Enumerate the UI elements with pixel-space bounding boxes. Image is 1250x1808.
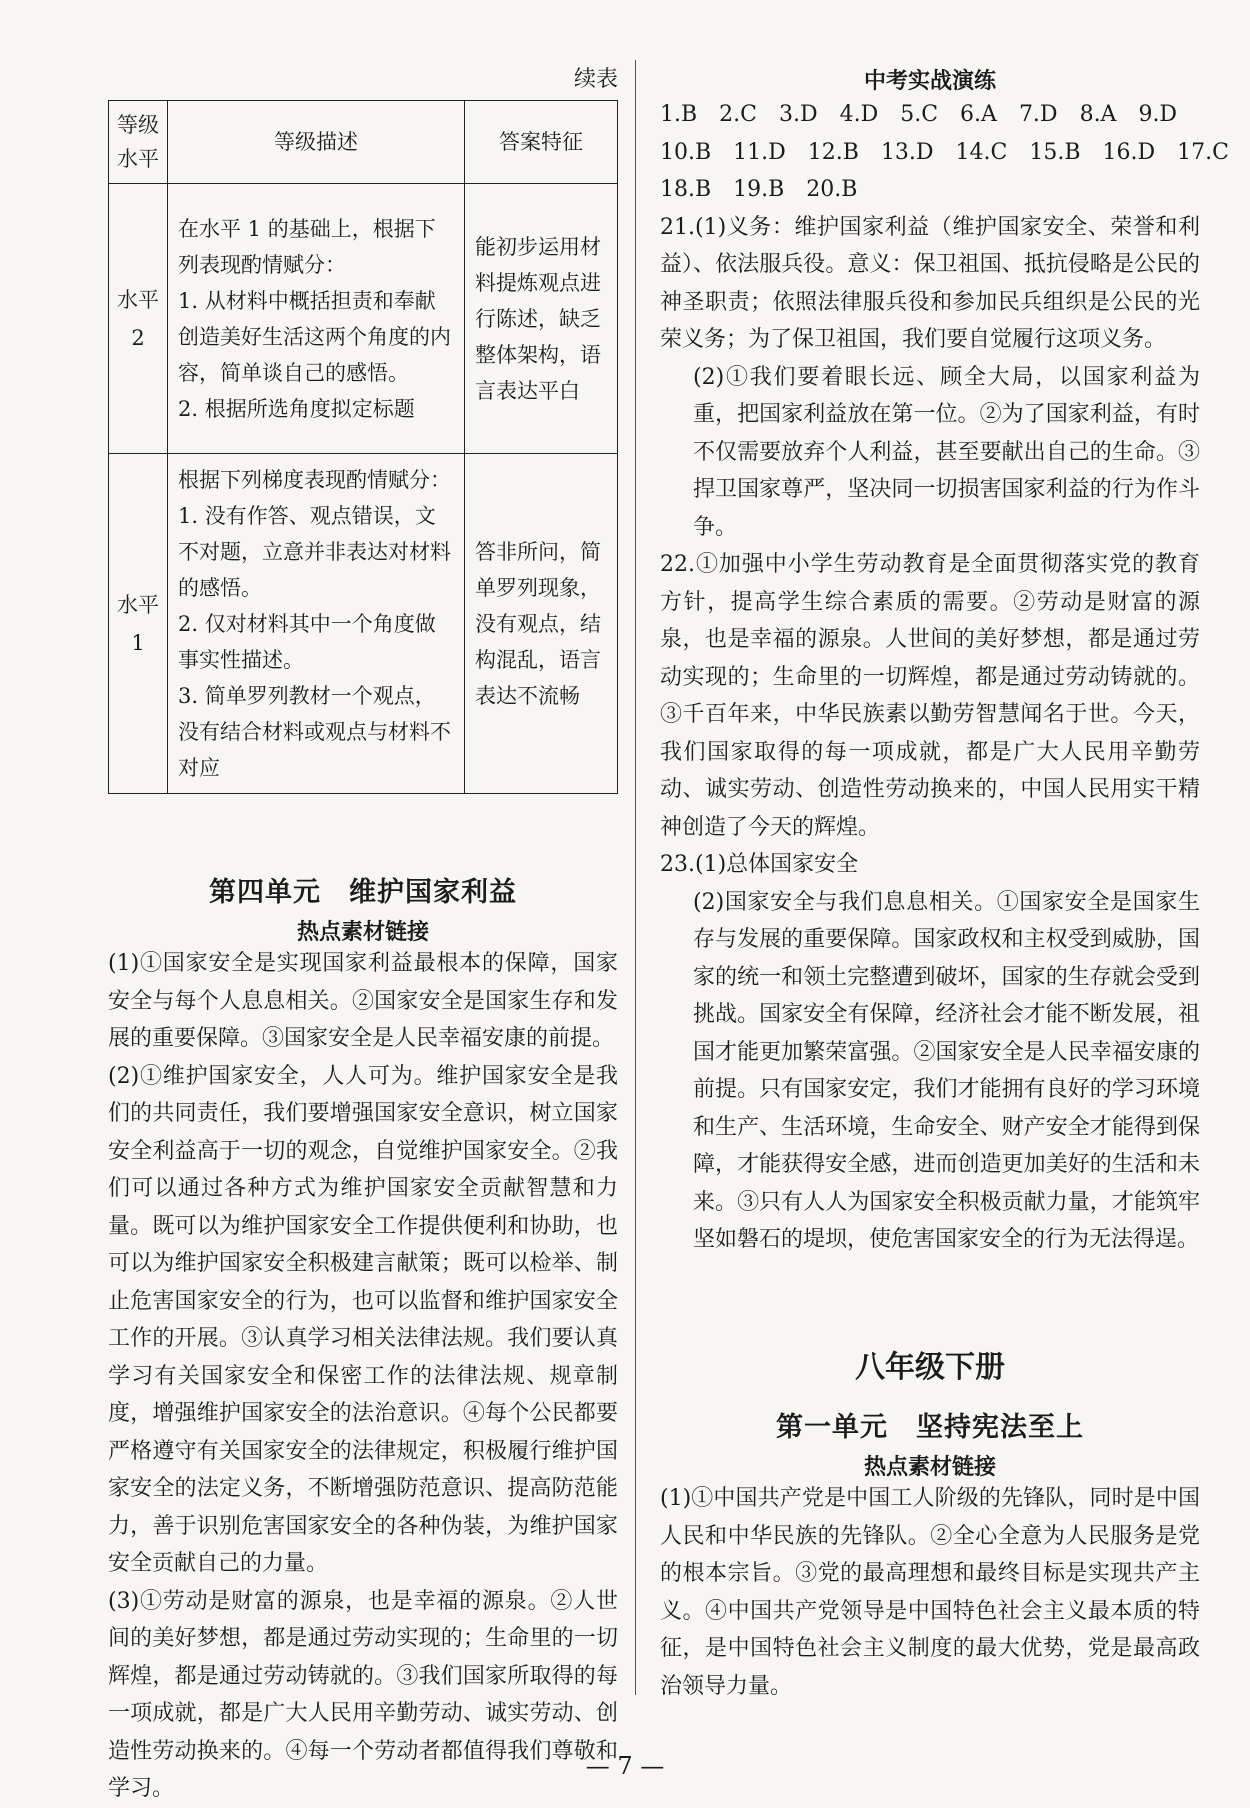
feature-cell: 答非所问，简单罗列现象，没有观点，结构混乱，语言表达不流畅 <box>465 454 618 794</box>
description-cell <box>168 184 465 454</box>
header-feature: 答案特征 <box>465 101 618 184</box>
description-cell <box>168 454 465 794</box>
section-body <box>660 1480 1200 1705</box>
section-title: 热点素材链接 <box>863 1454 996 1480</box>
answer-21-2: (2)①我们要着眼长远、顾全大局，以国家利益为重，把国家利益放在第一位。②为了国家利益，有时不仅需要放弃个人利益，甚至要献出自己的生命。③捍卫国家尊严，坚决同一切损害国家利益的行为作斗争。 <box>693 364 1200 540</box>
description-line: 在水平 1 的基础上，根据下列表现酌情赋分： <box>178 216 436 277</box>
left-column <box>108 0 618 1801</box>
description-line: 2. 根据所选角度拟定标题 <box>178 396 415 421</box>
description-line: 2. 仅对材料其中一个角度做事实性描述。 <box>178 611 436 672</box>
grade-title: 八年级下册 <box>855 1350 1005 1385</box>
grading-table <box>108 100 618 794</box>
unit-title: 第一单元 坚持宪法至上 <box>776 1412 1084 1443</box>
paragraph: (3)①劳动是财富的源泉，也是幸福的源泉。②人世间的美好梦想，都是通过劳动实现的；生命里的一切辉煌，都是通过劳动铸就的。③我们国家所取得的每一项成就，都是广大人民用辛勤劳动、诚实劳动、创造性劳动换来的。④每一个劳动者都值得我们尊敬和学习。 <box>108 1588 618 1801</box>
answer-21: 21.(1)义务：维护国家利益（维护国家安全、荣誉和利益）、依法服兵役。意义：保卫祖国、抵抗侵略是公民的神圣职责；依照法律服兵役和参加民兵组织是公民的光荣义务；为了保卫祖国，我们要自觉履行这项义务。 <box>660 214 1200 352</box>
section-title: 热点素材链接 <box>296 919 429 945</box>
header-level: 等级水平 <box>109 101 168 184</box>
page-number: — 7 — <box>585 1752 665 1780</box>
right-column <box>660 0 1229 1700</box>
table-row <box>109 184 618 454</box>
column-divider <box>635 60 636 1695</box>
feature-cell: 能初步运用材料提炼观点进行陈述，缺乏整体架构，语言表达平白 <box>465 184 618 454</box>
unit-title: 第四单元 维护国家利益 <box>209 877 517 908</box>
header-description: 等级描述 <box>168 101 465 184</box>
description-line: 1. 没有作答、观点错误，文不对题，立意并非表达对材料的感悟。 <box>178 503 451 600</box>
description-line: 3. 简单罗列教材一个观点，没有结合材料或观点与材料不对应 <box>178 683 451 780</box>
level-cell: 水平2 <box>109 184 168 454</box>
paragraph: (1)①中国共产党是中国工人阶级的先锋队，同时是中国人民和中华民族的先锋队。②全心全意为人民服务是党的根本宗旨。③党的最高理想和最终目标是实现共产主义。④中国共产党领导是中国特色社会主义最本质的特征，是中国特色社会主义制度的最大优势，党是最高政治领导力量。 <box>660 1486 1200 1699</box>
description-line: 根据下列梯度表现酌情赋分： <box>178 467 451 492</box>
practice-title: 中考实战演练 <box>863 68 996 94</box>
answer-row: 1.B 2.C 3.D 4.D 5.C 6.A 7.D 8.A 9.D <box>660 102 1178 127</box>
description-line: 1. 从材料中概括担责和奉献创造美好生活这两个角度的内容，简单谈自己的感悟。 <box>178 288 451 385</box>
continued-label: 续表 <box>573 67 618 92</box>
paragraph: (2)①维护国家安全，人人可为。维护国家安全是我们的共同责任，我们要增强国家安全意识，树立国家安全利益高于一切的观念，自觉维护国家安全。②我们可以通过各种方式为维护国家安全贡献智慧和力量。既可以为维护国家安全工作提供便利和协助，也可以为维护国家安全积极建言献策；既可以检举、制止危害国家安全的行为，也可以监督和维护国家安全工作的开展。③认真学习相关法律法规。我们要认真学习有关国家安全和保密工作的法律法规、规章制度，增强维护国家安全的法治意识。④每个公民都要严格遵守有关国家安全的法律规定，积极履行维护国家安全的法定义务，不断增强防范意识、提高防范能力，善于识别危害国家安全的各种伪装，为维护国家安全贡献自己的力量。 <box>108 1063 618 1576</box>
table-row <box>109 454 618 794</box>
answer-22: 22.①加强中小学生劳动教育是全面贯彻落实党的教育方针，提高学生综合素质的需要。②劳动是财富的源泉，也是幸福的源泉。人世间的美好梦想，都是通过劳动实现的；生命里的一切辉煌，都是通过劳动铸就的。③千百年来，中华民族素以勤劳智慧闻名于世。今天，我们国家取得的每一项成就，都是广大人民用辛勤劳动、诚实劳动、创造性劳动换来的，中国人民用实干精神创造了今天的辉煌。 <box>660 552 1200 840</box>
answer-row: 18.B 19.B 20.B <box>660 177 858 202</box>
answer-row: 10.B 11.D 12.B 13.D 14.C 15.B 16.D 17.C <box>660 139 1229 165</box>
table-header-row <box>109 101 618 184</box>
level-cell: 水平1 <box>109 454 168 794</box>
answers-block <box>660 96 1229 1259</box>
answer-23-2: (2)国家安全与我们息息相关。①国家安全是国家生存与发展的重要保障。国家政权和主权受到威胁，国家的统一和领土完整遭到破坏，国家的生存就会受到挑战。国家安全有保障，经济社会才能不断发展，祖国才能更加繁荣富强。②国家安全是人民幸福安康的前提。只有国家安定，我们才能拥有良好的学习环境和生产、生活环境，生命安全、财产安全才能得到保障，才能获得安全感，进而创造更加美好的生活和未来。③只有人人为国家安全积极贡献力量，才能筑牢坚如磐石的堤坝，使危害国家安全的行为无法得逞。 <box>693 889 1200 1252</box>
answer-23-1: 23.(1)总体国家安全 <box>660 852 859 877</box>
section-body <box>108 945 618 1808</box>
paragraph: (1)①国家安全是实现国家利益最根本的保障，国家安全与每个人息息相关。②国家安全是国家生存和发展的重要保障。③国家安全是人民幸福安康的前提。 <box>108 951 618 1051</box>
